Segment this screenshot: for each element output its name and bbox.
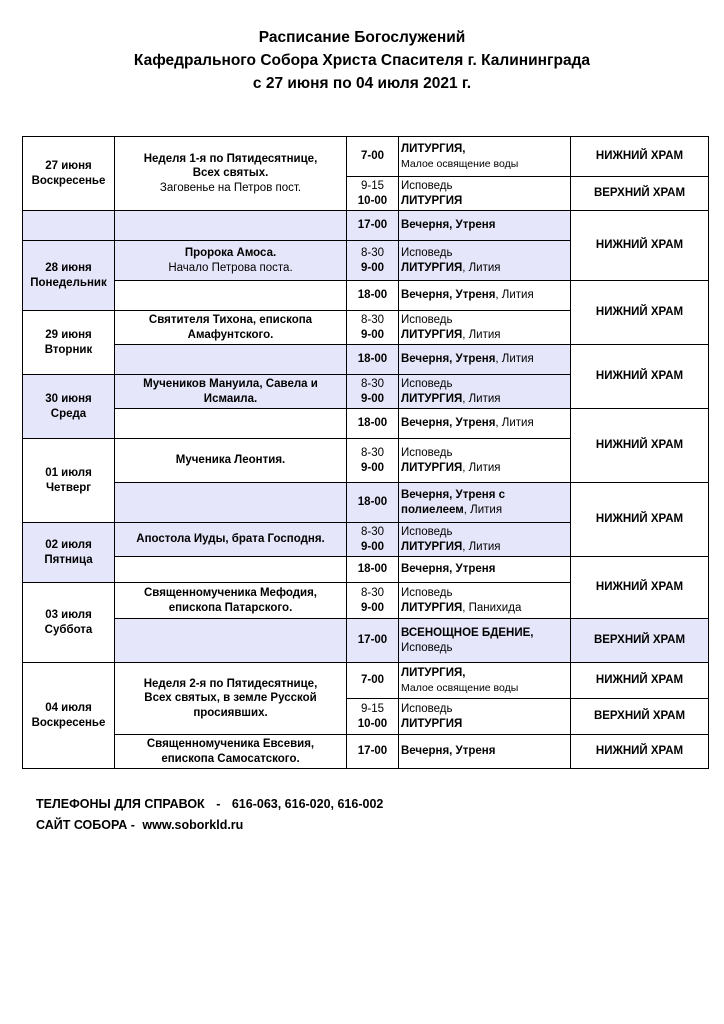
time-cell: 8-30 9-00 xyxy=(347,375,399,409)
service-cell: Исповедь ЛИТУРГИЯ, Лития xyxy=(399,311,571,345)
time-cell: 18-00 xyxy=(347,557,399,583)
phones-numbers: 616-063, 616-020, 616-002 xyxy=(231,797,384,811)
time-cell: 8-30 9-00 xyxy=(347,311,399,345)
feast-cell xyxy=(115,211,347,241)
time-cell: 17-00 xyxy=(347,619,399,663)
feast-cell: Апостола Иуды, брата Господня. xyxy=(115,523,347,557)
place-cell: НИЖНИЙ ХРАМ xyxy=(571,557,709,619)
feast-cell xyxy=(115,409,347,439)
time-cell: 8-30 9-00 xyxy=(347,241,399,281)
time-cell: 8-30 9-00 xyxy=(347,523,399,557)
day-cell: 03 июля Суббота xyxy=(23,583,115,663)
site-link[interactable]: www.soborkld.ru xyxy=(142,818,244,832)
place-cell: ВЕРХНИЙ ХРАМ xyxy=(571,619,709,663)
table-row xyxy=(23,619,709,663)
feast-cell xyxy=(115,345,347,375)
time-cell: 17-00 xyxy=(347,735,399,769)
title-line-1: Расписание Богослужений xyxy=(258,29,466,46)
table-row xyxy=(23,137,709,177)
time-cell: 18-00 xyxy=(347,345,399,375)
place-cell: НИЖНИЙ ХРАМ xyxy=(571,211,709,281)
table-row xyxy=(23,735,709,769)
footer-site xyxy=(36,818,243,832)
service-cell: Вечерня, Утреня с полиелеем, Лития xyxy=(399,483,571,523)
service-cell: Исповедь ЛИТУРГИЯ, Лития xyxy=(399,375,571,409)
table-row xyxy=(23,211,709,241)
feast-cell: Мучеников Мануила, Савела и Исмаила. xyxy=(115,375,347,409)
service-cell: ЛИТУРГИЯ, Малое освящение воды xyxy=(399,663,571,699)
time-cell: 8-30 9-00 xyxy=(347,439,399,483)
day-cell xyxy=(23,211,115,241)
site-label: САЙТ СОБОРА - xyxy=(36,818,135,832)
title-line-3: с 27 июня по 04 июля 2021 г. xyxy=(252,75,472,92)
feast-cell: Священномученика Евсевия, епископа Самосатского. xyxy=(115,735,347,769)
service-cell: Вечерня, Утреня xyxy=(399,211,571,241)
table-row xyxy=(23,663,709,699)
time-cell: 8-30 9-00 xyxy=(347,583,399,619)
table-row xyxy=(23,483,709,523)
phones-separator: - xyxy=(216,797,221,811)
day-cell: 28 июня Понедельник xyxy=(23,241,115,311)
table-row xyxy=(23,281,709,311)
day-cell: 29 июня Вторник xyxy=(23,311,115,375)
footer-phones xyxy=(36,797,383,811)
time-cell: 17-00 xyxy=(347,211,399,241)
day-cell: 02 июля Пятница xyxy=(23,523,115,583)
feast-cell xyxy=(115,619,347,663)
service-cell: Вечерня, Утреня, Лития xyxy=(399,345,571,375)
service-cell: Вечерня, Утреня, Лития xyxy=(399,409,571,439)
service-cell: Вечерня, Утреня, Лития xyxy=(399,281,571,311)
service-cell: Исповедь ЛИТУРГИЯ, Панихида xyxy=(399,583,571,619)
place-cell: НИЖНИЙ ХРАМ xyxy=(571,345,709,409)
place-cell: НИЖНИЙ ХРАМ xyxy=(571,663,709,699)
table-row xyxy=(23,345,709,375)
feast-cell: Мученика Леонтия. xyxy=(115,439,347,483)
phones-label: ТЕЛЕФОНЫ ДЛЯ СПРАВОК xyxy=(36,797,205,811)
service-cell: Исповедь ЛИТУРГИЯ xyxy=(399,177,571,211)
place-cell: НИЖНИЙ ХРАМ xyxy=(571,483,709,557)
time-cell: 18-00 xyxy=(347,281,399,311)
place-cell: НИЖНИЙ ХРАМ xyxy=(571,409,709,483)
place-cell: НИЖНИЙ ХРАМ xyxy=(571,281,709,345)
service-cell: ЛИТУРГИЯ, Малое освящение воды xyxy=(399,137,571,177)
place-cell: ВЕРХНИЙ ХРАМ xyxy=(571,699,709,735)
table-row xyxy=(23,409,709,439)
time-cell: 18-00 xyxy=(347,483,399,523)
time-cell: 18-00 xyxy=(347,409,399,439)
time-cell: 7-00 xyxy=(347,663,399,699)
place-cell: ВЕРХНИЙ ХРАМ xyxy=(571,177,709,211)
time-cell: 7-00 xyxy=(347,137,399,177)
place-cell: НИЖНИЙ ХРАМ xyxy=(571,735,709,769)
service-cell: Исповедь ЛИТУРГИЯ, Лития xyxy=(399,439,571,483)
service-cell: Вечерня, Утреня xyxy=(399,735,571,769)
service-cell: Вечерня, Утреня xyxy=(399,557,571,583)
feast-cell xyxy=(115,281,347,311)
feast-cell: Святителя Тихона, епископа Амафунтского. xyxy=(115,311,347,345)
time-cell: 9-15 10-00 xyxy=(347,699,399,735)
service-cell: Исповедь ЛИТУРГИЯ, Лития xyxy=(399,241,571,281)
place-cell: НИЖНИЙ ХРАМ xyxy=(571,137,709,177)
day-cell: 01 июля Четверг xyxy=(23,439,115,523)
day-cell: 04 июля Воскресенье xyxy=(23,663,115,769)
day-cell: 27 июня Воскресенье xyxy=(23,137,115,211)
feast-cell xyxy=(115,557,347,583)
day-cell: 30 июня Среда xyxy=(23,375,115,439)
feast-cell: Неделя 1-я по Пятидесятнице, Всех святых. Заговенье на Петров пост. xyxy=(115,137,347,211)
time-cell: 9-15 10-00 xyxy=(347,177,399,211)
service-cell: Исповедь ЛИТУРГИЯ xyxy=(399,699,571,735)
title-line-2: Кафедрального Собора Христа Спасителя г. Калининграда xyxy=(133,52,591,69)
feast-cell: Неделя 2-я по Пятидесятнице, Всех святых, в земле Русской просиявших. xyxy=(115,663,347,735)
feast-cell xyxy=(115,483,347,523)
table-row xyxy=(23,557,709,583)
feast-cell: Пророка Амоса. Начало Петрова поста. xyxy=(115,241,347,281)
feast-cell: Священномученика Мефодия, епископа Патарского. xyxy=(115,583,347,619)
service-cell: ВСЕНОЩНОЕ БДЕНИЕ, Исповедь xyxy=(399,619,571,663)
service-cell: Исповедь ЛИТУРГИЯ, Лития xyxy=(399,523,571,557)
schedule-table xyxy=(22,136,709,769)
